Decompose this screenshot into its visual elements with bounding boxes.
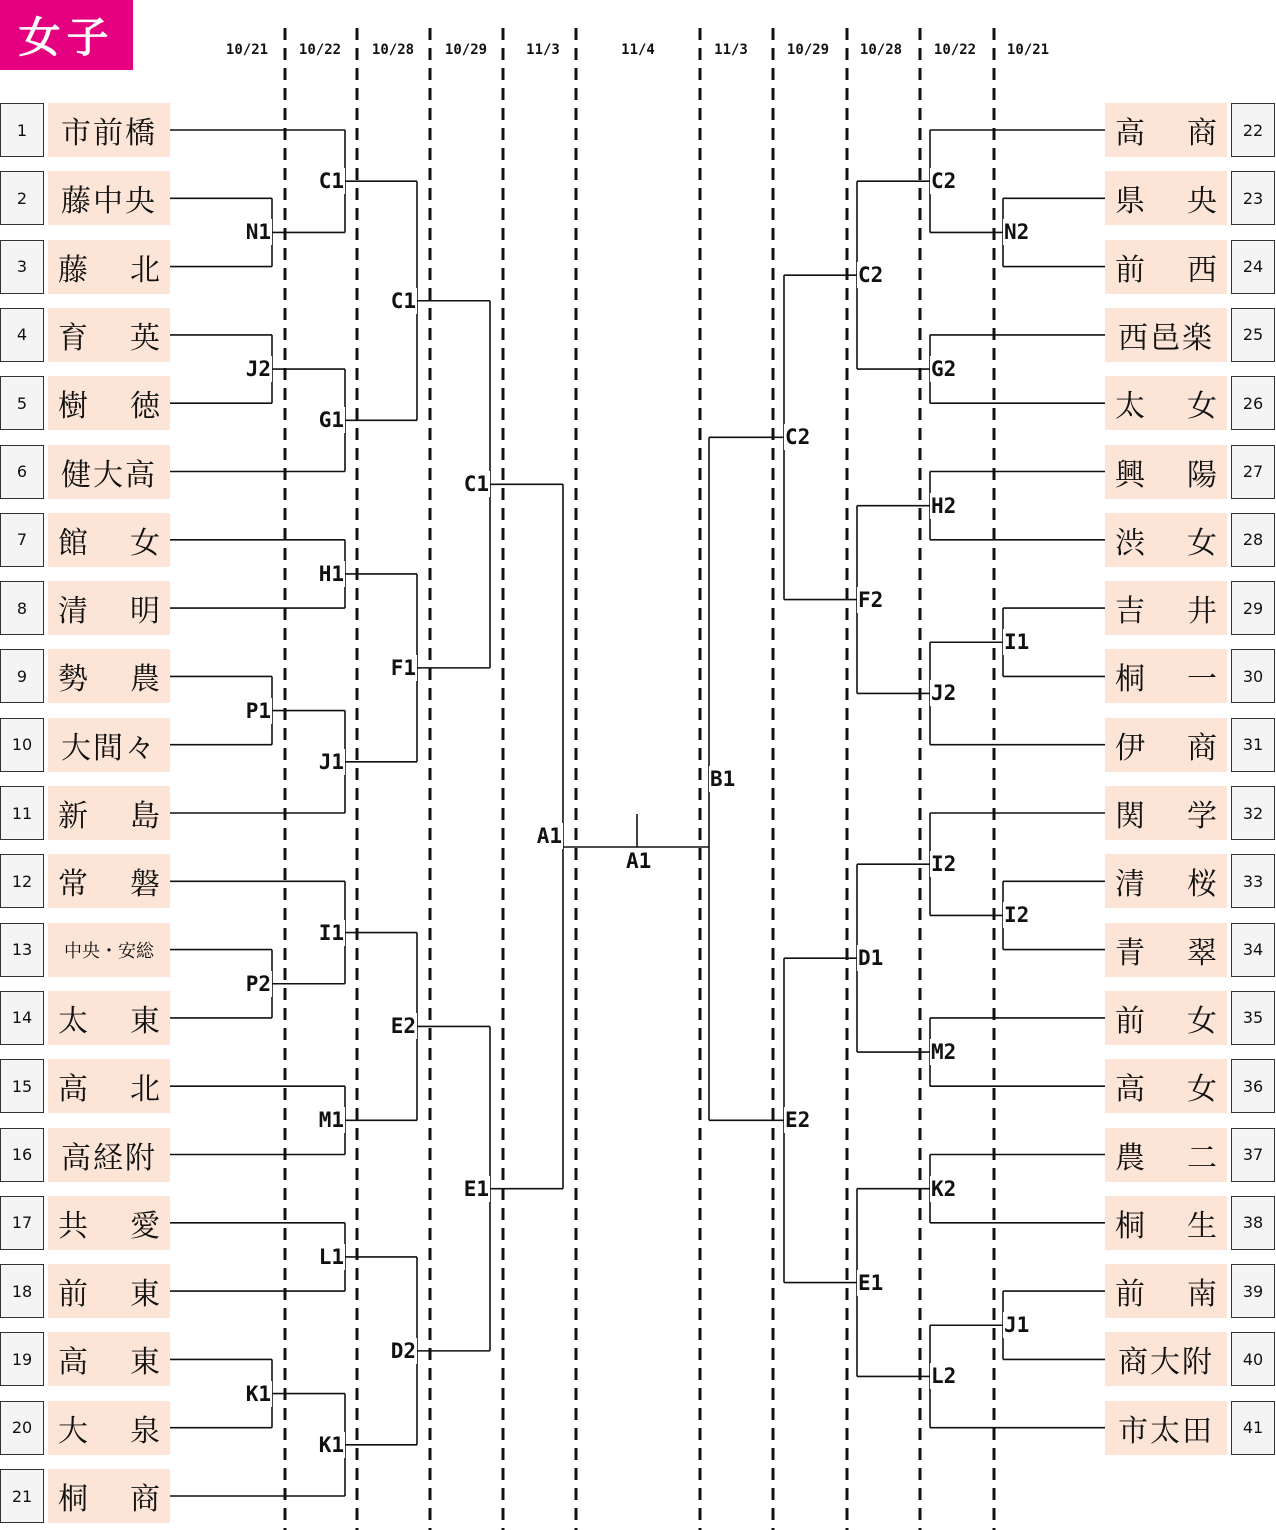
team-name-part: 共 xyxy=(58,1208,88,1244)
seed-number: 21 xyxy=(0,1469,44,1523)
team-name-part: 高 xyxy=(1115,116,1145,151)
match-label: G1 xyxy=(318,408,344,433)
match-label: F2 xyxy=(858,587,884,612)
seed-number: 41 xyxy=(1231,1401,1275,1455)
team-name xyxy=(48,1264,170,1318)
team-name xyxy=(1105,1264,1227,1318)
team-name-part: 前 xyxy=(1115,1277,1145,1313)
date-left-r1: 10/21 xyxy=(225,42,269,58)
seed-number: 27 xyxy=(1231,445,1275,499)
team-name xyxy=(48,1332,170,1386)
match-label: E1 xyxy=(858,1270,884,1295)
match-label: J1 xyxy=(1004,1313,1030,1338)
match-label: K1 xyxy=(245,1381,271,1406)
team-name xyxy=(48,445,170,499)
match-label: K2 xyxy=(931,1176,957,1201)
team-name xyxy=(1105,171,1227,225)
match-label: C1 xyxy=(390,288,416,313)
team-name xyxy=(48,649,170,703)
date-right-r3: 10/28 xyxy=(859,42,903,58)
team-name-part: 県 xyxy=(1115,184,1145,220)
team-name-part: 桜 xyxy=(1187,867,1217,903)
team-name-part: 高経附 xyxy=(61,1140,157,1176)
team-name-part: 興 xyxy=(1115,457,1145,493)
team-name xyxy=(48,581,170,635)
team-name-part: 樹 xyxy=(58,389,88,425)
team-name-part: 伊 xyxy=(1115,730,1145,766)
team-name-part: 磐 xyxy=(130,867,160,903)
team-name xyxy=(1105,1332,1227,1386)
team-name-part: 井 xyxy=(1187,594,1217,630)
match-label: N1 xyxy=(245,220,271,245)
team-name-part: 女 xyxy=(130,525,160,561)
match-label: H2 xyxy=(931,493,957,518)
match-label: L1 xyxy=(318,1244,344,1269)
seed-number: 17 xyxy=(0,1196,44,1250)
team-name-part: 明 xyxy=(130,594,160,630)
team-name-part: 前 xyxy=(1115,252,1145,288)
seed-number: 34 xyxy=(1231,923,1275,977)
match-label: P2 xyxy=(245,971,271,996)
seed-number: 8 xyxy=(0,581,44,635)
match-label: J2 xyxy=(245,357,271,382)
team-name xyxy=(1105,581,1227,635)
team-name-part: 渋 xyxy=(1115,525,1145,561)
match-label: C2 xyxy=(785,425,811,450)
match-label: I2 xyxy=(931,852,957,877)
team-name xyxy=(1105,308,1227,362)
team-name-part: 常 xyxy=(58,867,88,903)
team-name-part: 東 xyxy=(130,1277,160,1313)
match-label: C2 xyxy=(858,263,884,288)
final-label: A1 xyxy=(626,849,652,873)
team-name-part: 西 xyxy=(1187,252,1217,288)
team-name-part: 高 xyxy=(58,1072,88,1108)
team-name-part: 大間々 xyxy=(61,730,157,766)
seed-number: 25 xyxy=(1231,308,1275,362)
seed-number: 14 xyxy=(0,991,44,1045)
team-name xyxy=(48,240,170,294)
date-right-r4: 10/29 xyxy=(786,42,830,58)
seed-number: 3 xyxy=(0,240,44,294)
team-name-part: 陽 xyxy=(1187,457,1217,493)
match-label: I1 xyxy=(1004,630,1030,655)
team-name-part: 商大附 xyxy=(1118,1345,1214,1381)
team-name-part: 高 xyxy=(58,1345,88,1381)
team-name xyxy=(48,513,170,567)
team-name xyxy=(1105,103,1227,157)
team-name-part: 藤 xyxy=(58,252,88,288)
seed-number: 15 xyxy=(0,1059,44,1113)
team-name-part: 桐 xyxy=(1115,1208,1145,1244)
team-name xyxy=(48,923,170,977)
team-name-part: 館 xyxy=(58,525,88,561)
team-name xyxy=(48,1469,170,1523)
seed-number: 13 xyxy=(0,923,44,977)
team-name xyxy=(48,103,170,157)
seed-number: 35 xyxy=(1231,991,1275,1045)
seed-number: 5 xyxy=(0,376,44,430)
match-label: F1 xyxy=(390,655,416,680)
date-left-r4: 10/29 xyxy=(444,42,488,58)
seed-number: 32 xyxy=(1231,786,1275,840)
match-label: B1 xyxy=(710,766,736,791)
match-label: N2 xyxy=(1004,220,1030,245)
match-label: L2 xyxy=(931,1364,957,1389)
team-name-part: 二 xyxy=(1187,1140,1217,1176)
team-name-part: 育 xyxy=(58,320,88,356)
team-name xyxy=(48,376,170,430)
match-label: J1 xyxy=(318,749,344,774)
seed-number: 24 xyxy=(1231,240,1275,294)
team-name xyxy=(1105,240,1227,294)
seed-number: 22 xyxy=(1231,103,1275,157)
team-name xyxy=(1105,923,1227,977)
match-label: E2 xyxy=(390,1014,416,1039)
team-name-part: 清 xyxy=(58,594,88,630)
team-name-part: 島 xyxy=(130,799,160,834)
team-name xyxy=(48,171,170,225)
team-name xyxy=(48,991,170,1045)
match-label: P1 xyxy=(245,698,271,723)
team-name-part: 東 xyxy=(130,1345,160,1381)
team-name-part: 新 xyxy=(58,799,88,834)
team-name xyxy=(1105,1196,1227,1250)
team-name-part: 関 xyxy=(1115,799,1145,834)
team-name xyxy=(1105,649,1227,703)
match-label: I2 xyxy=(1004,903,1030,928)
match-label: J2 xyxy=(931,681,957,706)
team-name-part: 央 xyxy=(1187,184,1217,220)
team-name xyxy=(48,718,170,772)
match-label: D1 xyxy=(858,946,884,971)
team-name-part: 前 xyxy=(58,1277,88,1313)
seed-number: 33 xyxy=(1231,854,1275,908)
team-name xyxy=(1105,786,1227,840)
seed-number: 12 xyxy=(0,854,44,908)
seed-number: 2 xyxy=(0,171,44,225)
seed-number: 10 xyxy=(0,718,44,772)
date-right-r1: 10/21 xyxy=(1006,42,1050,58)
seed-number: 38 xyxy=(1231,1196,1275,1250)
team-name-part: 翠 xyxy=(1187,935,1217,971)
seed-number: 23 xyxy=(1231,171,1275,225)
team-name-part: 西邑楽 xyxy=(1118,320,1214,356)
match-label: D2 xyxy=(390,1338,416,1363)
match-label: I1 xyxy=(318,920,344,945)
seed-number: 40 xyxy=(1231,1332,1275,1386)
team-name-part: 東 xyxy=(130,1003,160,1039)
team-name xyxy=(48,1196,170,1250)
team-name xyxy=(1105,718,1227,772)
team-name-part: 南 xyxy=(1187,1277,1217,1313)
match-label: K1 xyxy=(318,1432,344,1457)
team-name xyxy=(1105,1059,1227,1113)
seed-number: 11 xyxy=(0,786,44,840)
team-name xyxy=(1105,445,1227,499)
team-name xyxy=(1105,1128,1227,1182)
team-name-part: 女 xyxy=(1187,389,1217,425)
seed-number: 26 xyxy=(1231,376,1275,430)
team-name-part: 大 xyxy=(58,1413,88,1449)
seed-number: 30 xyxy=(1231,649,1275,703)
seed-number: 36 xyxy=(1231,1059,1275,1113)
team-name-part: 一 xyxy=(1187,662,1217,698)
seed-number: 28 xyxy=(1231,513,1275,567)
team-name-part: 市前橋 xyxy=(61,116,157,151)
team-name xyxy=(1105,376,1227,430)
team-name xyxy=(48,1128,170,1182)
team-name xyxy=(48,308,170,362)
seed-number: 29 xyxy=(1231,581,1275,635)
team-name-part: 商 xyxy=(1187,730,1217,766)
match-label: C2 xyxy=(931,169,957,194)
seed-number: 6 xyxy=(0,445,44,499)
team-name-part: 生 xyxy=(1187,1208,1217,1244)
team-name-part: 女 xyxy=(1187,525,1217,561)
seed-number: 19 xyxy=(0,1332,44,1386)
team-name-part: 愛 xyxy=(130,1208,160,1244)
team-name-part: 高 xyxy=(1115,1072,1145,1108)
date-right-r2: 10/22 xyxy=(933,42,977,58)
team-name-part: 健大高 xyxy=(61,457,157,493)
team-name xyxy=(48,786,170,840)
team-name-part: 北 xyxy=(130,1072,160,1108)
date-left-r3: 10/28 xyxy=(371,42,415,58)
team-name-part: 清 xyxy=(1115,867,1145,903)
team-name-part: 桐 xyxy=(58,1482,88,1517)
team-name xyxy=(1105,513,1227,567)
team-name-part: 前 xyxy=(1115,1003,1145,1039)
match-label: C1 xyxy=(463,472,489,497)
team-name-part: 北 xyxy=(130,252,160,288)
team-name-part: 吉 xyxy=(1115,594,1145,630)
team-name xyxy=(1105,854,1227,908)
team-name-part: 商 xyxy=(130,1482,160,1517)
team-name xyxy=(1105,1401,1227,1455)
team-name-part: 桐 xyxy=(1115,662,1145,698)
seed-number: 18 xyxy=(0,1264,44,1318)
team-name-part: 中央・安総 xyxy=(64,940,154,962)
seed-number: 16 xyxy=(0,1128,44,1182)
date-right-r5: 11/3 xyxy=(714,42,748,58)
seed-number: 7 xyxy=(0,513,44,567)
seed-number: 4 xyxy=(0,308,44,362)
date-left-r5: 11/3 xyxy=(526,42,560,58)
seed-number: 31 xyxy=(1231,718,1275,772)
seed-number: 9 xyxy=(0,649,44,703)
category-badge: 女子 xyxy=(0,0,133,70)
team-name-part: 農 xyxy=(1115,1140,1145,1176)
seed-number: 37 xyxy=(1231,1128,1275,1182)
match-label: C1 xyxy=(318,169,344,194)
team-name-part: 泉 xyxy=(130,1413,160,1449)
team-name-part: 商 xyxy=(1187,116,1217,151)
match-label: A1 xyxy=(536,824,562,849)
team-name-part: 英 xyxy=(130,320,160,356)
match-label: E1 xyxy=(463,1176,489,1201)
team-name-part: 勢 xyxy=(58,662,88,698)
date-left-r2: 10/22 xyxy=(298,42,342,58)
team-name-part: 青 xyxy=(1115,935,1145,971)
team-name xyxy=(1105,991,1227,1045)
team-name-part: 太 xyxy=(1115,389,1145,425)
team-name-part: 市太田 xyxy=(1118,1413,1214,1449)
team-name-part: 女 xyxy=(1187,1003,1217,1039)
team-name-part: 女 xyxy=(1187,1072,1217,1108)
team-name-part: 徳 xyxy=(130,389,160,425)
seed-number: 39 xyxy=(1231,1264,1275,1318)
team-name-part: 学 xyxy=(1187,799,1217,834)
seed-number: 1 xyxy=(0,103,44,157)
team-name xyxy=(48,1059,170,1113)
seed-number: 20 xyxy=(0,1401,44,1455)
match-label: M2 xyxy=(931,1040,957,1065)
match-label: H1 xyxy=(318,561,344,586)
match-label: G2 xyxy=(931,357,957,382)
date-final: 11/4 xyxy=(621,42,655,58)
team-name xyxy=(48,854,170,908)
match-label: M1 xyxy=(318,1108,344,1133)
team-name-part: 太 xyxy=(58,1003,88,1039)
team-name-part: 藤中央 xyxy=(61,184,157,220)
match-label: E2 xyxy=(785,1108,811,1133)
team-name-part: 農 xyxy=(130,662,160,698)
team-name xyxy=(48,1401,170,1455)
